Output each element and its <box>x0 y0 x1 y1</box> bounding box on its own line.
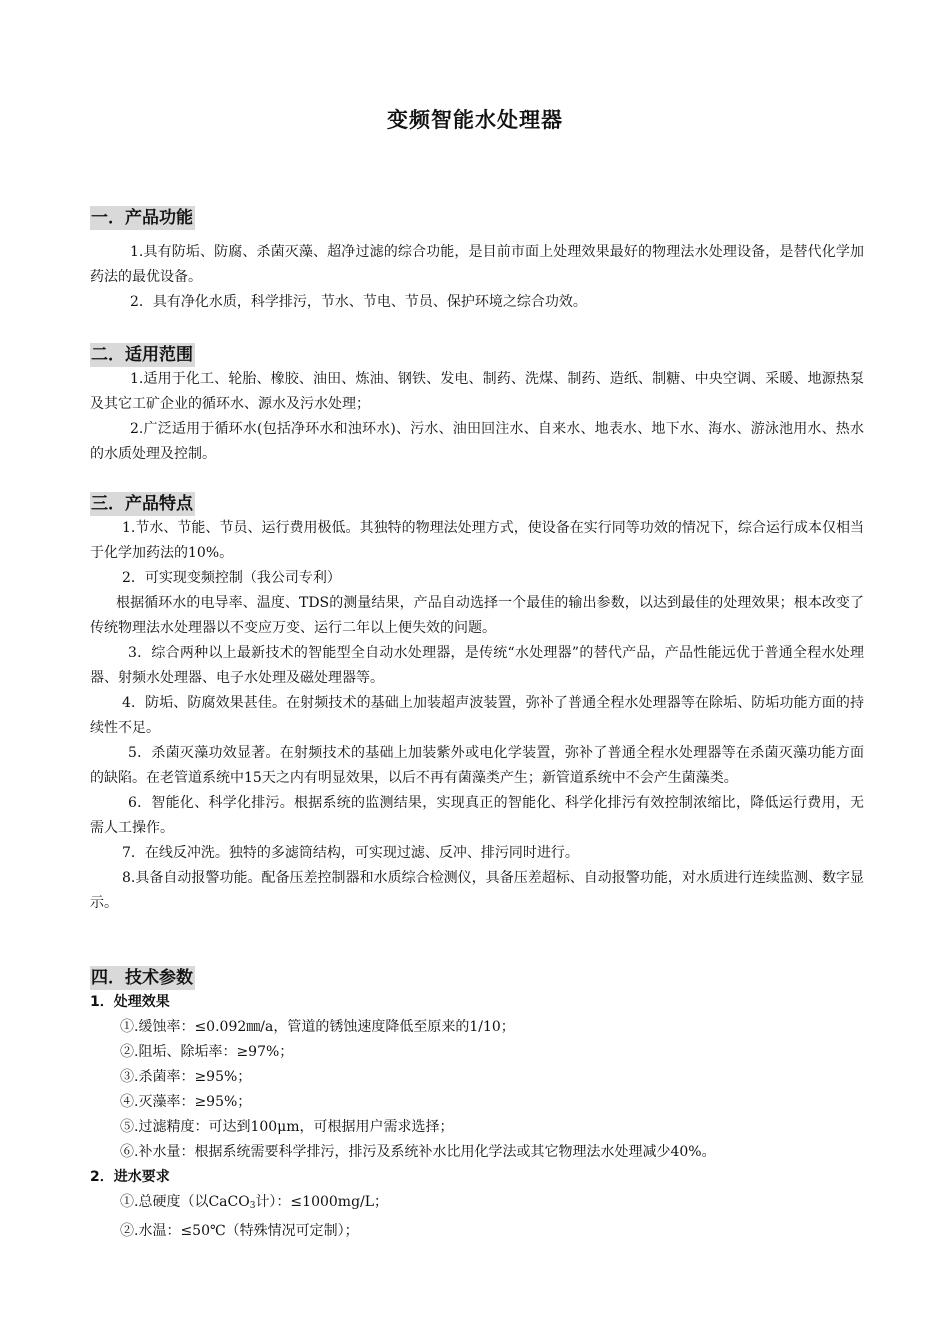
paragraph: 5．杀菌灭藻功效显著。在射频技术的基础上加装紫外或电化学装置，弥补了普通全程水处理器等在杀菌灭藻功能方面的缺陷。在老管道系统中15天之内有明显效果，以后不再有菌藻类产生；新管道系统中不会产生菌藻类。 <box>90 745 864 786</box>
section-product-functions <box>90 206 864 315</box>
subsection-heading: 1．处理效果 <box>90 994 170 1010</box>
list-item: ③.杀菌率：≥95%； <box>120 1069 252 1085</box>
list-item: ①.缓蚀率：≤0.092㎜/a，管道的锈蚀速度降低至原来的1/10； <box>120 1019 515 1035</box>
section-heading: 四．技术参数 <box>91 968 193 988</box>
paragraph: 根据循环水的电导率、温度、TDS的测量结果，产品自动选择一个最佳的输出参数，以达到最佳的处理效果；根本改变了传统物理法水处理器以不变应万变、运行二年以上便失效的问题。 <box>90 595 864 636</box>
hardness-label: ①.总硬度（以CaCO <box>120 1194 250 1210</box>
list-item <box>90 1190 864 1219</box>
document-title: 变频智能水处理器 <box>387 108 563 132</box>
paragraph: 1.适用于化工、轮胎、橡胶、油田、炼油、钢铁、发电、制药、洗煤、制药、造纸、制糖、中央空调、采暖、地源热泵及其它工矿企业的循环水、源水及污水处理； <box>90 371 864 412</box>
list-item: ②.阻垢、除垢率：≥97%； <box>120 1044 294 1060</box>
paragraph: 3．综合两种以上最新技术的智能型全自动水处理器，是传统“水处理器”的替代产品，产品性能远优于普通全程水处理器、射频水处理器、电子水处理及磁处理器等。 <box>90 645 864 686</box>
list-item: ②.水温：≤50℃（特殊情况可定制）； <box>120 1223 359 1239</box>
paragraph: 2.广泛适用于循环水(包括净环水和浊环水)、污水、油田回注水、自来水、地表水、地下水、海水、游泳池用水、热水的水质处理及控制。 <box>90 421 864 462</box>
hardness-value: 计）：≤1000mg/L； <box>255 1194 389 1210</box>
paragraph: 6．智能化、科学化排污。根据系统的监测结果，实现真正的智能化、科学化排污有效控制浓缩比，降低运行费用，无需人工操作。 <box>90 795 864 836</box>
section-technical-parameters <box>90 966 864 1244</box>
section-application-scope <box>90 343 864 467</box>
paragraph: 2．具有净化水质，科学排污，节水、节电、节员、保护环境之综合功效。 <box>130 294 587 310</box>
section-heading: 一．产品功能 <box>91 208 193 228</box>
paragraph: 8.具备自动报警功能。配备压差控制器和水质综合检测仪，具备压差超标、自动报警功能，对水质进行连续监测、数字显示。 <box>90 870 864 911</box>
paragraph: 4．防垢、防腐效果甚佳。在射频技术的基础上加装超声波装置，弥补了普通全程水处理器等在除垢、防垢功能方面的持续性不足。 <box>90 695 864 736</box>
section-heading: 二．适用范围 <box>91 345 193 365</box>
list-item: ⑤.过滤精度：可达到100μm，可根据用户需求选择； <box>120 1119 454 1135</box>
section-heading: 三．产品特点 <box>91 494 193 514</box>
section-product-features <box>90 492 864 916</box>
paragraph: 7．在线反冲洗。独特的多滤筒结构，可实现过滤、反冲、排污同时进行。 <box>122 845 579 861</box>
subscript: 3 <box>249 1201 256 1211</box>
paragraph: 2．可实现变频控制（我公司专利） <box>122 570 341 586</box>
list-item: ④.灭藻率：≥95%； <box>120 1094 252 1110</box>
list-item: ⑥.补水量：根据系统需要科学排污，排污及系统补水比用化学法或其它物理法水处理减少40%。 <box>120 1144 716 1160</box>
subsection-heading: 2．进水要求 <box>90 1169 170 1185</box>
paragraph: 1.具有防垢、防腐、杀菌灭藻、超净过滤的综合功能，是目前市面上处理效果最好的物理法水处理设备，是替代化学加药法的最优设备。 <box>90 244 864 285</box>
paragraph: 1.节水、节能、节员、运行费用极低。其独特的物理法处理方式，使设备在实行同等功效的情况下，综合运行成本仅相当于化学加药法的10%。 <box>90 520 864 561</box>
